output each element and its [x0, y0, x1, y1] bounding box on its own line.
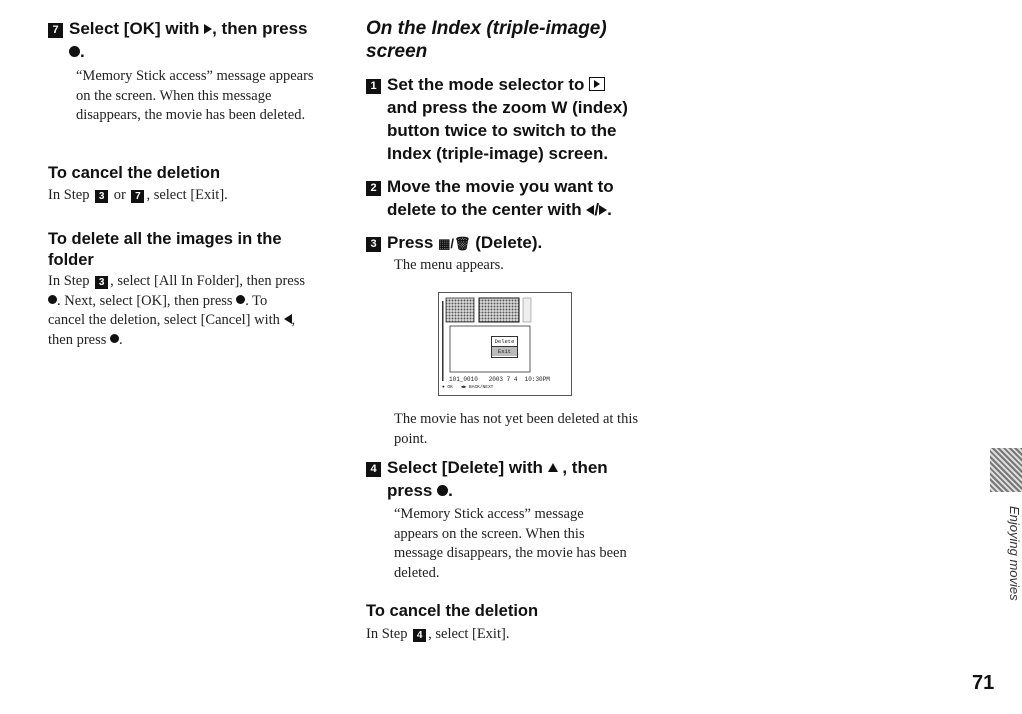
center-button-icon — [48, 295, 57, 304]
step-2-heading: 2 Move the movie you want to delete to the center with / . — [366, 175, 666, 221]
chapter-tab-label: Enjoying movies — [1007, 505, 1022, 601]
delete-menu-popup — [491, 336, 518, 358]
step-number-badge: 4 — [413, 629, 426, 642]
step-3-body: The menu appears. — [394, 257, 504, 273]
screen-file-info: 101_0010 2003 7 4 10:30PM — [449, 376, 550, 383]
not-yet-deleted-note: The movie has not yet been deleted at this point. — [394, 411, 639, 447]
left-arrow-icon — [284, 314, 292, 324]
step-number-badge: 2 — [366, 181, 381, 196]
center-button-icon — [437, 485, 448, 496]
step-7-text-tail: , then press — [212, 19, 308, 38]
cancel-deletion-heading: To cancel the deletion — [48, 164, 221, 182]
step-number-badge: 1 — [366, 79, 381, 94]
center-button-icon — [69, 46, 80, 57]
chapter-tab-marker — [990, 448, 1022, 492]
center-button-icon — [110, 334, 119, 343]
delete-all-text: In Step 3 , select [All In Folder], then press . Next, select [OK], then press . To cancel the deletion, select [Cancel] with , then press . — [48, 273, 306, 348]
step-number-badge: 3 — [95, 190, 108, 203]
section-title: On the Index (triple-image) screen — [366, 18, 607, 62]
step-7-heading: 7 Select [OK] with , then press . — [48, 17, 338, 63]
page-number: 71 — [972, 672, 995, 694]
step-number-badge: 7 — [131, 190, 144, 203]
step-4-heading: 4 Select [Delete] with , then press . — [366, 456, 666, 502]
step-number-badge: 3 — [366, 237, 381, 252]
center-button-icon — [236, 295, 245, 304]
right-arrow-icon — [204, 24, 212, 34]
step-3-heading: 3 Press ▦/🗑 (Delete). — [366, 231, 666, 255]
up-arrow-icon — [548, 463, 558, 472]
step-number-badge: 3 — [95, 276, 108, 289]
left-arrow-icon — [586, 205, 594, 215]
screen-button-hints: ● OK ◀▶ BACK/NEXT — [442, 385, 494, 390]
delete-icon: ▦/🗑 — [438, 236, 471, 251]
camera-screen-illustration — [438, 292, 572, 396]
step-number-badge: 7 — [48, 23, 63, 38]
step-7-body: “Memory Stick access” message appears on the screen. When this message disappears, the movie has been deleted. — [76, 68, 314, 123]
menu-item-exit: Exit — [492, 347, 517, 356]
menu-item-delete: Delete — [492, 337, 517, 347]
playback-mode-icon — [589, 77, 605, 91]
step-7-text: Select [OK] with — [69, 19, 200, 38]
cancel-deletion-text: In Step 3 or 7 , select [Exit]. — [48, 187, 228, 203]
cancel-deletion-text-2: In Step 4 , select [Exit]. — [366, 626, 510, 642]
cancel-deletion-heading-2: To cancel the deletion — [366, 602, 539, 620]
step-1-heading: 1 Set the mode selector to and press the zoom W (index) button twice to switch to the Index (triple-image) screen. — [366, 73, 666, 165]
step-4-body: “Memory Stick access” message appears on the screen. When this message disappears, the movie has been deleted. — [394, 506, 627, 581]
step-number-badge: 4 — [366, 462, 381, 477]
right-arrow-icon — [599, 205, 607, 215]
delete-all-heading: To delete all the images in the folder — [48, 230, 282, 269]
